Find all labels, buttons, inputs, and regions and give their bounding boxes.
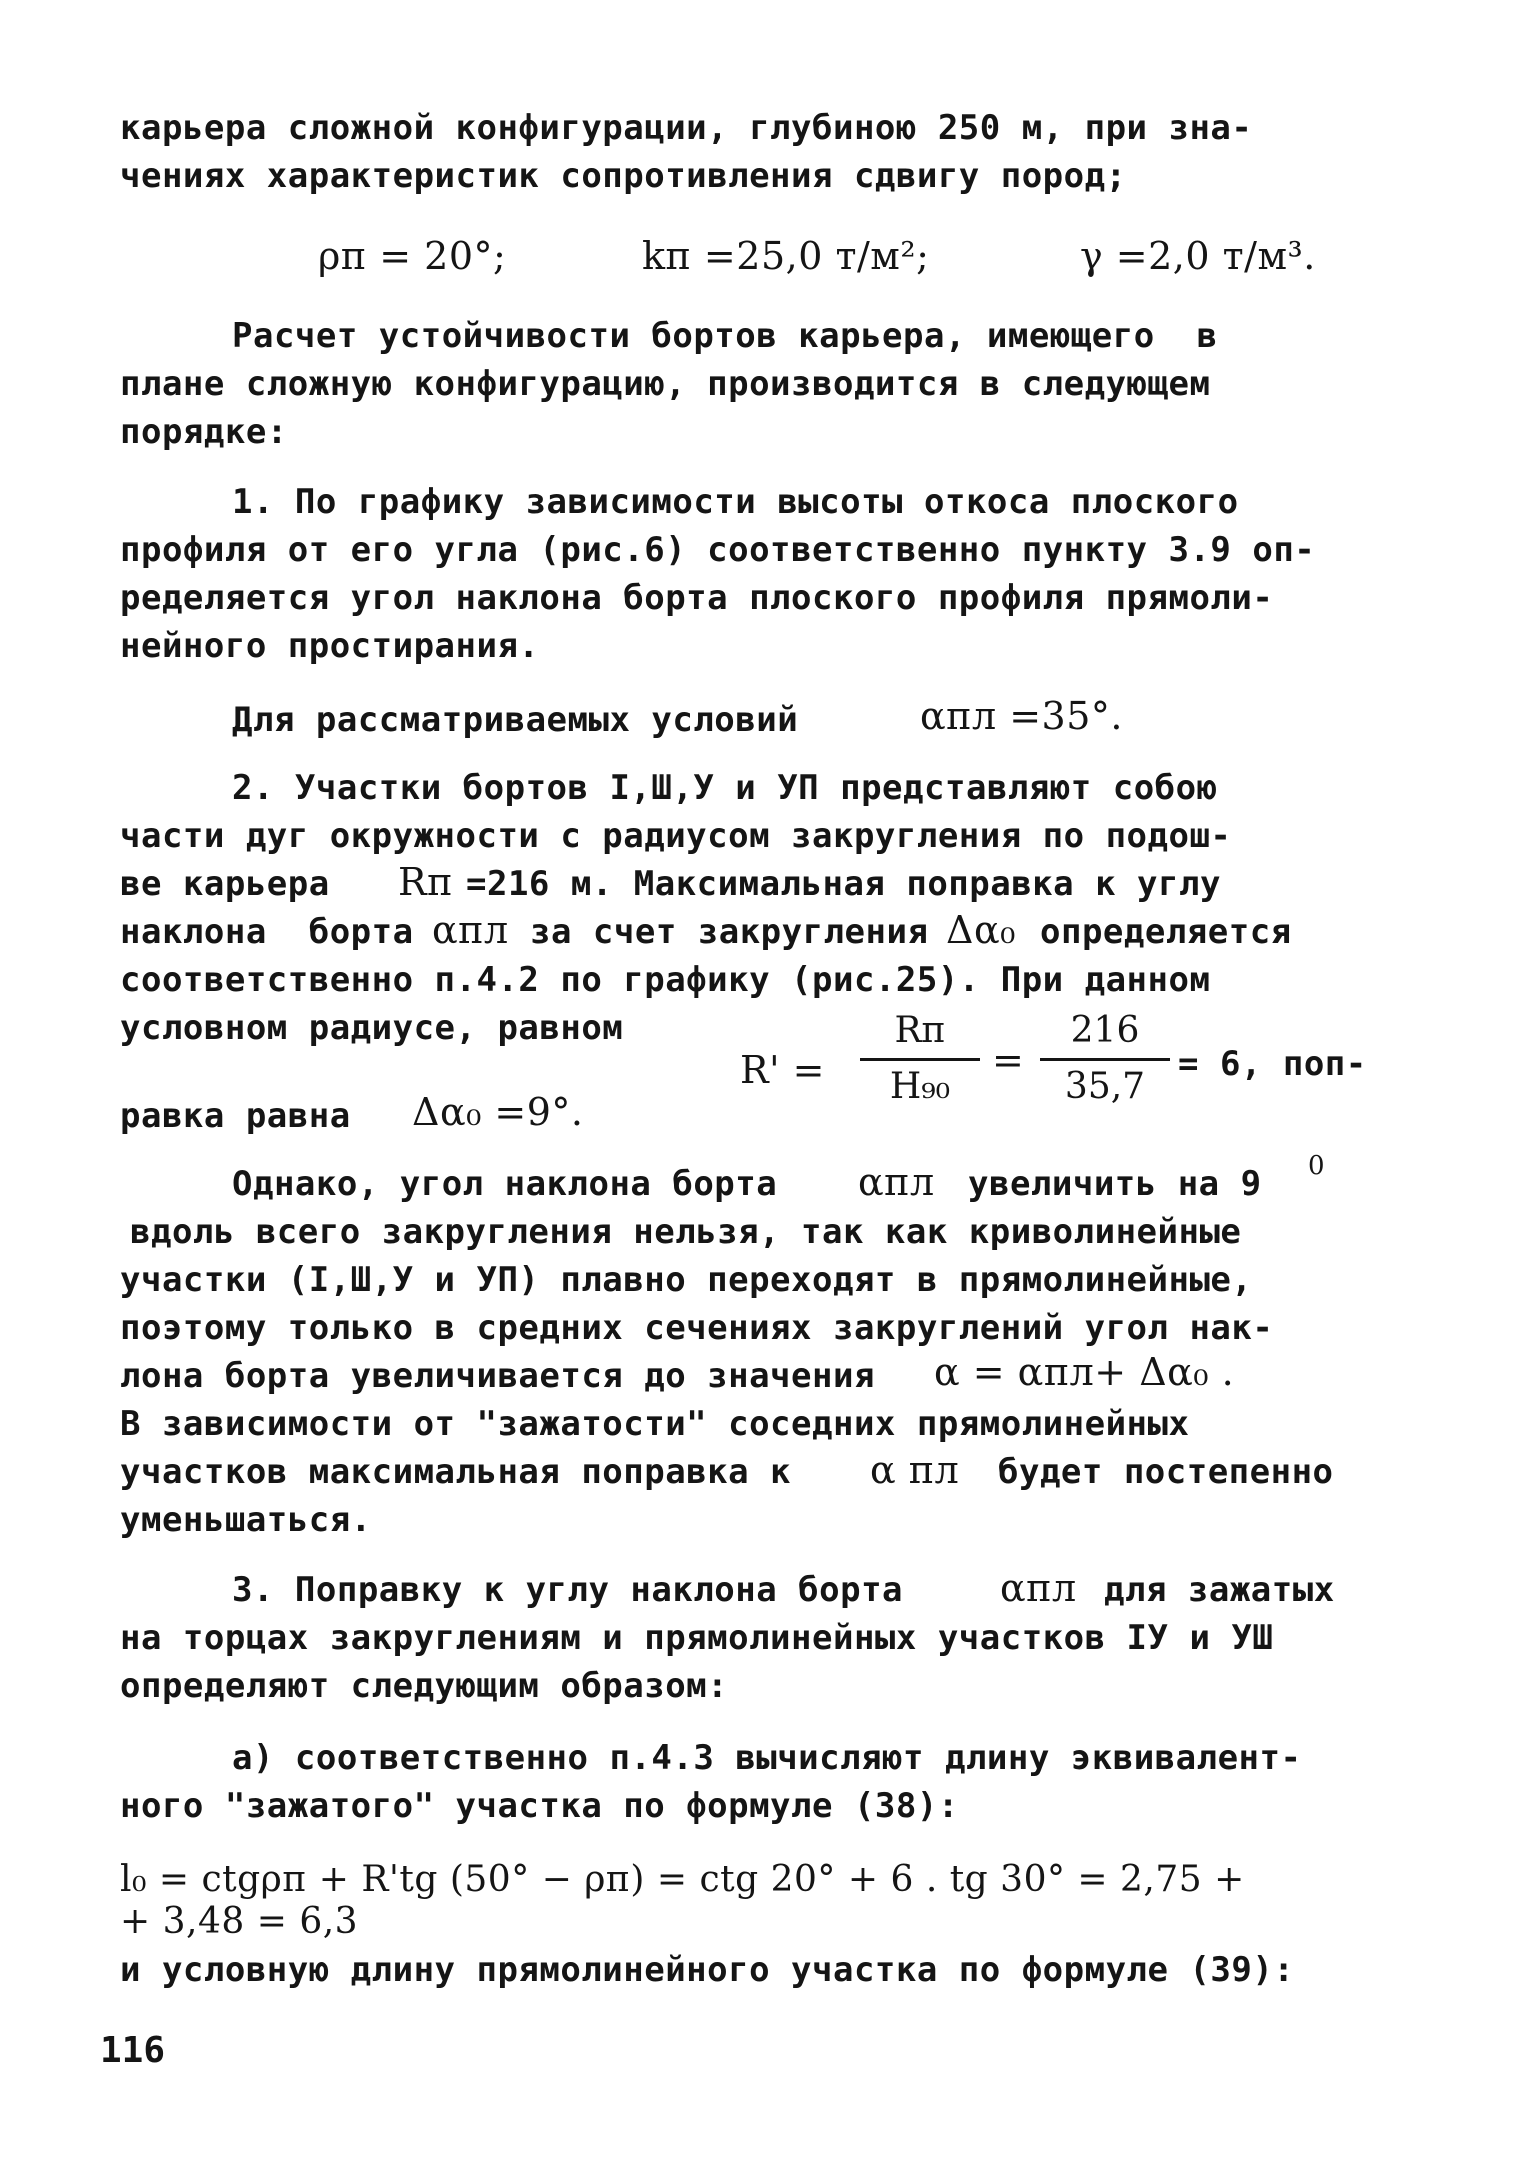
- formula-R-prime: R' =: [740, 1048, 825, 1092]
- text-line: Однако, угол наклона борта: [232, 1164, 778, 1204]
- fraction-denominator: H₉₀: [889, 1066, 951, 1107]
- text-line: 1. По графику зависимости высоты откоса плоского: [232, 482, 1239, 522]
- formula-l0-line1: l₀ = ctgρп + R'tg (50° − ρп) = ctg 20° + 6 . tg 30° = 2,75 +: [120, 1859, 1245, 1900]
- text-line: Для рассматриваемых условий: [232, 700, 799, 740]
- text-line: увеличить на 9: [968, 1164, 1262, 1204]
- formula-alpha-pl-2: α пл: [870, 1448, 960, 1492]
- text-line: соответственно п.4.2 по графику (рис.25). При данном: [120, 960, 1211, 1000]
- text-line: нейного простирания.: [120, 626, 540, 666]
- text-line: =216 м. Максимальная поправка к углу: [466, 864, 1221, 904]
- text-line: будет постепенно: [998, 1452, 1334, 1492]
- text-line: профиля от его угла (рис.6) соответственно пункту 3.9 оп-: [120, 530, 1316, 570]
- text-line: 2. Участки бортов I,Ш,У и УП представляют собою: [232, 768, 1218, 808]
- formula-alpha: αпл: [432, 908, 509, 952]
- text-line: ределяется угол наклона борта плоского профиля прямоли-: [120, 578, 1274, 618]
- formula-alpha-eq: α = αпл+ Δα₀ .: [934, 1350, 1235, 1394]
- formula-gamma: γ =2,0 т/м³.: [1080, 234, 1316, 278]
- text-line: уменьшаться.: [120, 1500, 372, 1540]
- fraction-denominator: 35,7: [1064, 1066, 1146, 1107]
- text-line: условном радиусе, равном: [120, 1008, 624, 1048]
- fraction-numerator: Rп: [894, 1010, 946, 1051]
- fraction-bar: [1040, 1058, 1170, 1061]
- fraction-numerator: 216: [1070, 1010, 1140, 1051]
- text-line: 3. Поправку к углу наклона борта: [232, 1570, 904, 1610]
- formula-alpha-pl-3: αпл: [1000, 1566, 1077, 1610]
- text-line: порядке:: [120, 412, 288, 452]
- fraction-bar: [860, 1058, 980, 1061]
- formula-alpha-inline: αпл: [858, 1160, 935, 1204]
- formula-equals: =: [992, 1038, 1025, 1082]
- text-line: для зажатых: [1104, 1570, 1335, 1610]
- text-line: В зависимости от "зажатости" соседних прямолинейных: [120, 1404, 1190, 1444]
- formula-k: kп =25,0 т/м²;: [642, 234, 930, 278]
- text-line: чениях характеристик сопротивления сдвигу пород;: [120, 156, 1127, 196]
- text-line: на торцах закруглениям и прямолинейных участков IУ и УШ: [120, 1618, 1274, 1658]
- text-line: ве карьера: [120, 864, 330, 904]
- text-line: вдоль всего закругления нельзя, так как криволинейные: [130, 1212, 1242, 1252]
- formula-delta-alpha: Δα₀: [946, 908, 1016, 952]
- formula-alpha-pl: αпл =35°.: [920, 694, 1123, 738]
- text-line: наклона борта: [120, 912, 414, 952]
- formula-delta: Δα₀ =9°.: [412, 1090, 584, 1134]
- formula-rho: ρп = 20°;: [318, 234, 507, 278]
- degree-sup: 0: [1308, 1151, 1326, 1181]
- text-line: участков максимальная поправка к: [120, 1452, 792, 1492]
- text-line: а) соответственно п.4.3 вычисляют длину эквивалент-: [232, 1738, 1302, 1778]
- formula-l0-line2: + 3,48 = 6,3: [120, 1901, 359, 1942]
- text-line: лона борта увеличивается до значения: [120, 1356, 875, 1396]
- text-line: Расчет устойчивости бортов карьера, имеющего в: [232, 316, 1218, 356]
- text-line: за счет закругления: [530, 912, 929, 952]
- formula-R: Rп: [398, 860, 453, 904]
- text-line: поэтому только в средних сечениях закруглений угол нак-: [120, 1308, 1274, 1348]
- text-line: части дуг окружности с радиусом закругления по подош-: [120, 816, 1232, 856]
- text-line: участки (I,Ш,У и УП) плавно переходят в прямолинейные,: [120, 1260, 1253, 1300]
- page-number: 116: [100, 2030, 166, 2071]
- text-line: равка равна: [120, 1096, 351, 1136]
- text-line: карьера сложной конфигурации, глубиною 250 м, при зна-: [120, 108, 1253, 148]
- text-line: = 6, поп-: [1178, 1044, 1367, 1084]
- text-line: и условную длину прямолинейного участка по формуле (39):: [120, 1950, 1295, 1990]
- text-line: ного "зажатого" участка по формуле (38):: [120, 1786, 959, 1826]
- text-line: плане сложную конфигурацию, производится в следующем: [120, 364, 1211, 404]
- text-line: определяется: [1040, 912, 1292, 952]
- text-line: определяют следующим образом:: [120, 1666, 729, 1706]
